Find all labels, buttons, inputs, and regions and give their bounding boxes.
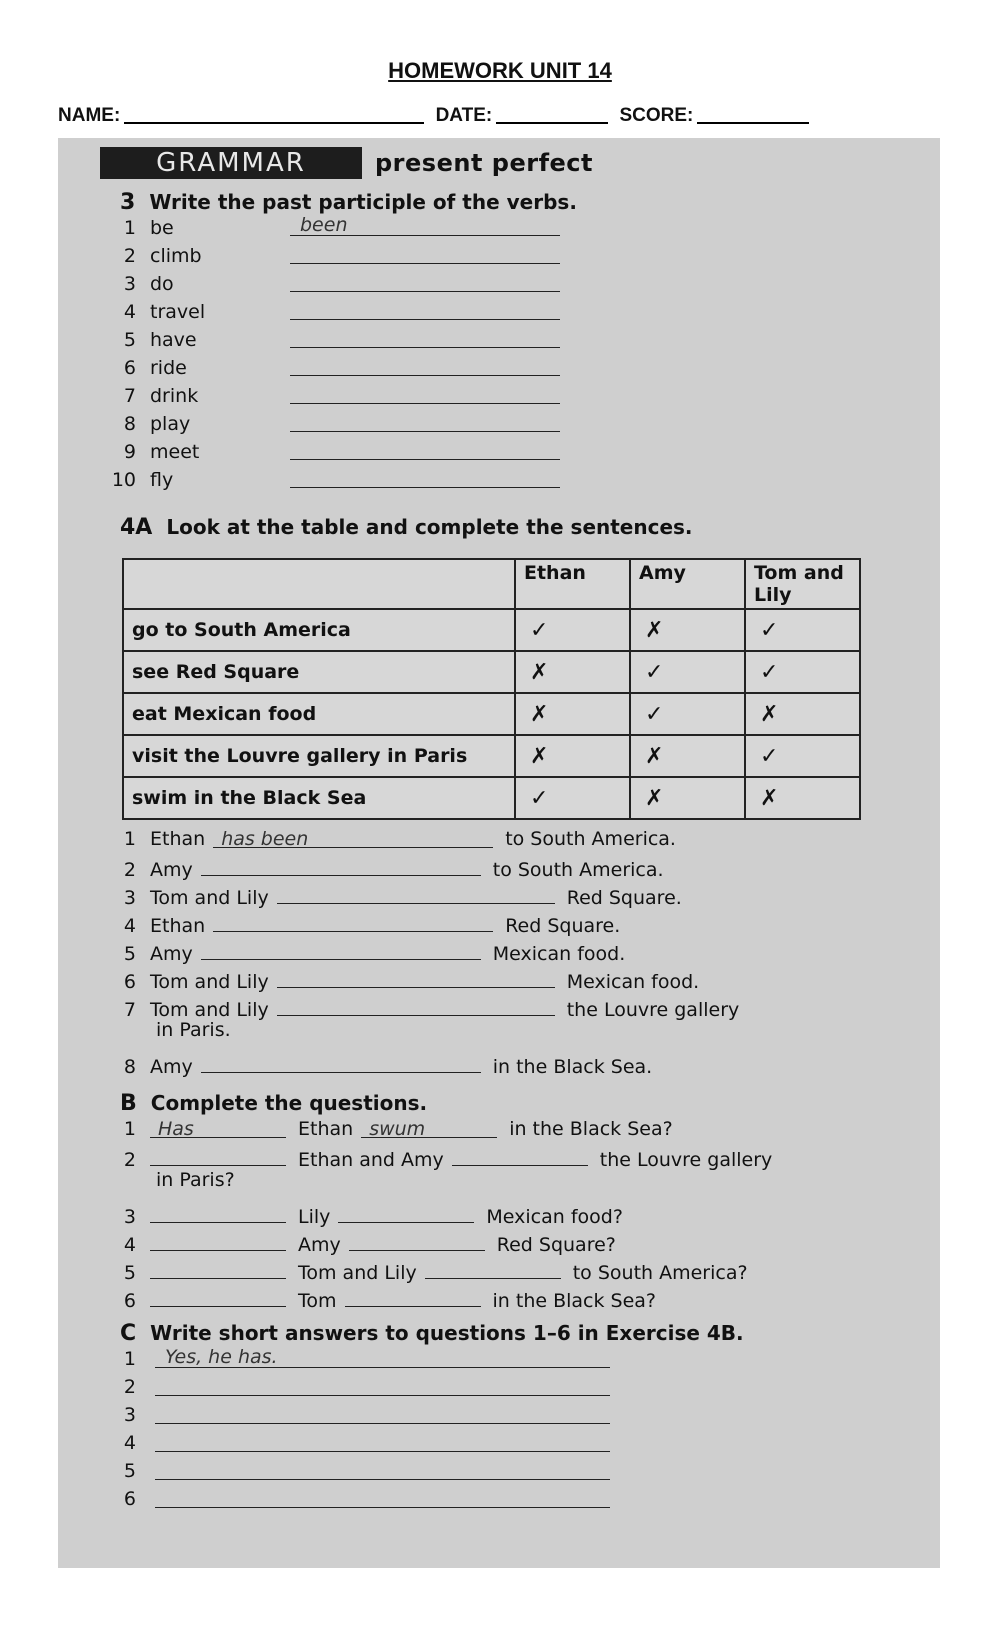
tick-cross-mark: ✓ (515, 609, 630, 651)
exercise-3-item (100, 272, 282, 296)
tick-cross-mark: ✗ (630, 777, 745, 819)
tick-cross-mark: ✗ (745, 777, 860, 819)
question-row (100, 1258, 748, 1285)
sentence-subject: Amy (150, 859, 193, 881)
exercise-b-instruction: Complete the questions. (150, 1091, 428, 1115)
question-subject: Tom and Lily (298, 1262, 417, 1284)
short-answer-row (100, 1459, 150, 1483)
auxiliary-blank-input[interactable] (150, 1202, 286, 1223)
participle-blank-input[interactable] (425, 1258, 561, 1279)
sentence-subject: Tom and Lily (150, 999, 269, 1021)
question-subject: Amy (298, 1234, 341, 1256)
question-subject: Ethan (298, 1118, 354, 1140)
item-number: 3 (123, 887, 136, 909)
student-info-row (58, 102, 958, 127)
item-number: 6 (123, 1290, 136, 1312)
sentence-row (100, 939, 625, 966)
score-label: SCORE: (619, 105, 694, 126)
participle-blank-input[interactable] (349, 1230, 485, 1251)
verb-text: ride (150, 357, 187, 379)
exercise-c-heading (120, 1321, 744, 1346)
question-row (100, 1202, 623, 1229)
sentence-row (100, 883, 682, 910)
short-answer-row (100, 1375, 150, 1399)
participle-blank-input[interactable] (345, 1286, 481, 1307)
auxiliary-blank-input[interactable] (150, 1145, 286, 1166)
date-field[interactable] (496, 102, 608, 124)
name-field[interactable] (124, 102, 424, 124)
question-subject: Lily (298, 1206, 331, 1228)
item-number: 3 (123, 1206, 136, 1228)
sentence-ending: to South America. (492, 859, 664, 881)
tick-cross-mark: ✓ (630, 651, 745, 693)
verb-text: climb (150, 245, 202, 267)
exercise-3-item (100, 384, 282, 408)
table-row (123, 651, 860, 693)
question-row (100, 1117, 673, 1141)
sentence-row (100, 855, 664, 882)
verb-text: play (150, 413, 191, 435)
tick-cross-mark: ✓ (745, 609, 860, 651)
question-ending: the Louvre gallery (599, 1149, 773, 1171)
exercise-3-item (100, 468, 282, 492)
exercise-3-number: 3 (120, 190, 136, 215)
question-subject: Ethan and Amy (298, 1149, 444, 1171)
item-number: 4 (123, 301, 136, 323)
tick-cross-mark: ✗ (515, 651, 630, 693)
short-answer-input[interactable]: Yes, he has. (155, 1346, 610, 1368)
question-row (100, 1230, 616, 1257)
question-ending: to South America? (572, 1262, 748, 1284)
verb-text: travel (150, 301, 206, 323)
short-answer-input[interactable] (155, 1486, 610, 1508)
tick-cross-mark: ✗ (515, 693, 630, 735)
tick-cross-mark: ✗ (515, 735, 630, 777)
sentence-row (100, 1052, 652, 1079)
exercise-4a-number: 4A (120, 515, 153, 540)
item-number: 8 (123, 1056, 136, 1078)
question-ending: Mexican food? (486, 1206, 623, 1228)
short-answer-input[interactable] (155, 1374, 610, 1396)
sentence-ending: to South America. (505, 828, 676, 850)
question-row (100, 1286, 656, 1313)
exercise-c-number: C (120, 1321, 137, 1346)
item-number: 3 (123, 273, 136, 295)
past-participle-input[interactable] (290, 326, 560, 348)
activity-table (122, 558, 861, 820)
item-number: 2 (123, 1149, 136, 1171)
exercise-b-number: B (120, 1091, 137, 1116)
table-row (123, 693, 860, 735)
activity-cell: see Red Square (123, 651, 515, 693)
item-number: 6 (123, 357, 136, 379)
exercise-3-item (100, 216, 282, 240)
exercise-3-item (100, 244, 282, 268)
participle-blank-input[interactable]: swum (361, 1117, 497, 1138)
auxiliary-blank-input[interactable] (150, 1286, 286, 1307)
sentence-blank-input[interactable] (213, 911, 493, 932)
exercise-3-instruction: Write the past participle of the verbs. (149, 190, 577, 214)
sentence-subject: Tom and Lily (150, 887, 269, 909)
past-participle-input[interactable] (290, 242, 560, 264)
tick-cross-mark: ✓ (515, 777, 630, 819)
grammar-topic: present perfect (375, 149, 593, 177)
tick-cross-mark: ✗ (630, 609, 745, 651)
auxiliary-blank-input[interactable] (150, 1258, 286, 1279)
item-number: 1 (123, 1118, 136, 1140)
auxiliary-blank-input[interactable] (150, 1230, 286, 1251)
sentence-blank-input[interactable] (201, 1052, 481, 1073)
past-participle-input[interactable] (290, 410, 560, 432)
table-corner-cell (123, 559, 515, 609)
item-number: 7 (123, 385, 136, 407)
column-header: Amy (630, 559, 745, 609)
item-number: 5 (123, 943, 136, 965)
sentence-ending: in the Black Sea. (492, 1056, 653, 1078)
exercise-3-item (100, 356, 282, 380)
past-participle-input[interactable] (290, 298, 560, 320)
item-number: 1 (123, 217, 136, 239)
item-number: 8 (123, 413, 136, 435)
short-answer-input[interactable] (155, 1458, 610, 1480)
question-continuation: in Paris? (156, 1169, 235, 1191)
sentence-blank-input[interactable] (201, 939, 481, 960)
item-number: 2 (123, 1376, 136, 1398)
name-label: NAME: (58, 105, 121, 126)
sentence-ending: the Louvre gallery (566, 999, 740, 1021)
sentence-row (100, 911, 620, 938)
sentence-subject: Tom and Lily (150, 971, 269, 993)
sentence-subject: Amy (150, 943, 193, 965)
sentence-ending: Red Square. (505, 915, 621, 937)
past-participle-input[interactable]: been (290, 214, 560, 236)
exercise-3-item (100, 328, 282, 352)
item-number: 4 (123, 915, 136, 937)
tick-cross-mark: ✗ (630, 735, 745, 777)
sentence-ending: Mexican food. (566, 971, 700, 993)
item-number: 5 (123, 1460, 136, 1482)
sentence-ending: Mexican food. (492, 943, 626, 965)
sentence-blank-input[interactable] (277, 883, 555, 904)
past-participle-input[interactable] (290, 466, 560, 488)
exercise-3-item (100, 300, 282, 324)
table-row (123, 777, 860, 819)
participle-blank-input[interactable] (452, 1145, 588, 1166)
exercise-3-item (100, 412, 282, 436)
sentence-row (100, 967, 699, 994)
sentence-ending: Red Square. (566, 887, 682, 909)
exercise-3-item (100, 440, 282, 464)
auxiliary-blank-input[interactable]: Has (150, 1117, 286, 1138)
verb-text: be (150, 217, 174, 239)
short-answer-input[interactable] (155, 1402, 610, 1424)
page-title: HOMEWORK UNIT 14 (388, 58, 612, 83)
question-ending: in the Black Sea? (509, 1118, 673, 1140)
exercise-4a-instruction: Look at the table and complete the sentences. (166, 515, 693, 539)
exercise-c-instruction: Write short answers to questions 1–6 in Exercise 4B. (150, 1321, 744, 1345)
short-answer-input[interactable] (155, 1430, 610, 1452)
short-answer-row (100, 1403, 150, 1427)
item-number: 5 (123, 1262, 136, 1284)
item-number: 6 (123, 971, 136, 993)
exercise-4a-heading (120, 515, 693, 540)
tick-cross-mark: ✓ (630, 693, 745, 735)
sentence-continuation: in Paris. (156, 1019, 231, 1041)
item-number: 7 (123, 999, 136, 1021)
participle-blank-input[interactable] (338, 1202, 474, 1223)
item-number: 4 (123, 1432, 136, 1454)
item-number: 10 (111, 469, 136, 491)
item-number: 1 (123, 828, 136, 850)
question-ending: in the Black Sea? (492, 1290, 657, 1312)
item-number: 9 (123, 441, 136, 463)
table-header-row (123, 559, 860, 609)
column-header: Ethan (515, 559, 630, 609)
sentence-blank-input[interactable] (277, 967, 555, 988)
item-number: 3 (123, 1404, 136, 1426)
exercise-3-heading (120, 190, 577, 215)
verb-text: drink (150, 385, 199, 407)
verb-text: fly (150, 469, 174, 491)
item-number: 2 (123, 859, 136, 881)
verb-text: do (150, 273, 174, 295)
grammar-badge: GRAMMAR (100, 147, 362, 179)
sentence-blank-input[interactable] (277, 995, 555, 1016)
item-number: 6 (123, 1488, 136, 1510)
question-subject: Tom (298, 1290, 337, 1312)
tick-cross-mark: ✓ (745, 651, 860, 693)
sentence-subject: Amy (150, 1056, 193, 1078)
column-header: Tom and Lily (745, 559, 860, 609)
item-number: 4 (123, 1234, 136, 1256)
short-answer-row (100, 1347, 150, 1371)
date-label: DATE: (435, 105, 493, 126)
short-answer-row (100, 1487, 150, 1511)
sentence-row (100, 827, 676, 851)
item-number: 5 (123, 329, 136, 351)
tick-cross-mark: ✗ (745, 693, 860, 735)
past-participle-input[interactable] (290, 270, 560, 292)
item-number: 2 (123, 245, 136, 267)
sentence-blank-input[interactable] (201, 855, 481, 876)
past-participle-input[interactable] (290, 438, 560, 460)
past-participle-input[interactable] (290, 354, 560, 376)
exercise-b-heading (120, 1091, 427, 1116)
question-ending: Red Square? (496, 1234, 616, 1256)
sentence-blank-input[interactable]: has been (213, 827, 493, 848)
tick-cross-mark: ✓ (745, 735, 860, 777)
verb-text: meet (150, 441, 200, 463)
score-field[interactable] (697, 102, 809, 124)
verb-text: have (150, 329, 197, 351)
activity-cell: swim in the Black Sea (123, 777, 515, 819)
sentence-subject: Ethan (150, 915, 206, 937)
item-number: 1 (123, 1348, 136, 1370)
activity-cell: visit the Louvre gallery in Paris (123, 735, 515, 777)
table-row (123, 735, 860, 777)
past-participle-input[interactable] (290, 382, 560, 404)
activity-cell: go to South America (123, 609, 515, 651)
sentence-subject: Ethan (150, 828, 206, 850)
activity-cell: eat Mexican food (123, 693, 515, 735)
table-row (123, 609, 860, 651)
short-answer-row (100, 1431, 150, 1455)
